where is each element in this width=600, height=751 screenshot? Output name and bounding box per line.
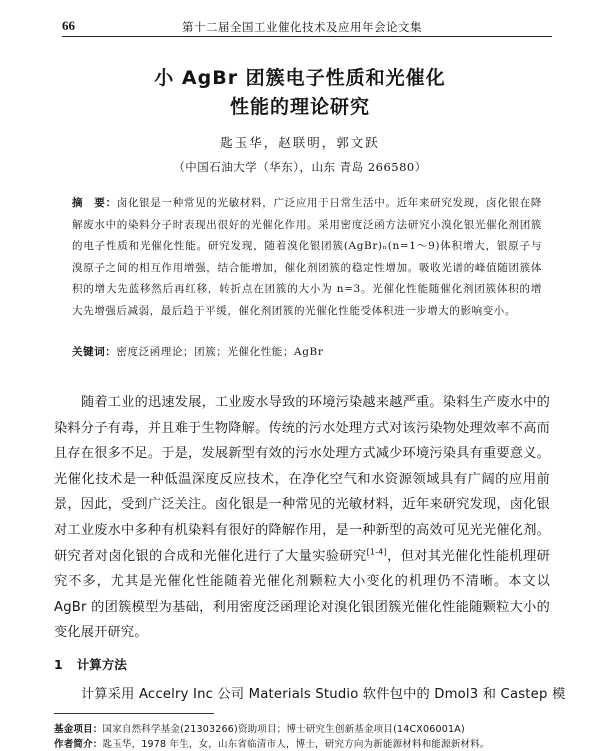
author-info-label: 作者简介： [54,739,103,750]
method-paragraph: 计算采用 Accelry Inc 公司 Materials Studio 软件包中的 Dmol3 和 Castep 模 [81,687,566,702]
abstract-text: 卤化银是一种常见的光敏材料，广泛应用于日常生活中。近年来研究发现，卤化银在降解废水中的染料分子时表现出很好的光催化作用。采用密度泛函方法研究小溴化银光催化剂团簇的电子性质和光催化性能。研究发现，随着溴化银团簇(AgBr)ₙ(n=1～9)体积增大，银原子与溴原子之间的相互作用增强，结合能增加，催化剂团簇的稳定性增加。吸收光谱的峰值随团簇体积的增大先蓝移然后再红移，转折点在团簇的大小为 n=3。光催化性能随催化剂团簇体积的增大先增强后减弱，最后趋于平缓，催化剂团簇的光催化性能受体积进一步增大的影响变小。 [72,197,542,317]
citation: [1-4] [366,547,387,557]
fund-text: 国家自然科学基金(21303266)资助项目；博士研究生创新基金项目(14CX06001A) [102,724,465,735]
author-info-text: 匙玉华，1978 年生，女，山东省临清市人，博士，研究方向为新能源材料和能源新材料。 [102,739,490,750]
page-number: 66 [62,18,75,33]
paper-title-line-2: 性能的理论研究 [229,96,370,118]
intro-text-main: 随着工业的迅速发展，工业废水导致的环境污染越来越严重。染料生产废水中的染料分子有毒，并且难于生物降解。传统的污水处理方式对该污染物处理效率不高而且存在很多不足。于是，发展新型有效的污水处理方式减少环境污染具有重要意义。光催化技术是一种低温深度反应技术，在净化空气和水资源领域具有广阔的应用前景，因此，受到广泛关注。卤化银是一种常见的光敏材料，近年来研究发现，卤化银对工业废水中多种有机染料有很好的降解作用，是一种新型的高效可见光光催化剂。研究者对卤化银的合成和光催化进行了大量实验研究 [54,395,550,564]
section-heading [54,655,127,673]
author-list: 匙玉华，赵联明，郭文跃 [220,135,380,150]
keywords-text: 密度泛函理论；团簇；光催化性能；AgBr [116,346,324,358]
running-title: 第十二届全国工业催化技术及应用年会论文集 [182,20,422,34]
section-title: 计算方法 [76,657,127,672]
footnote-fund [54,721,465,735]
fund-label: 基金项目： [54,724,103,735]
keywords-label: 关键词： [72,346,117,358]
paper-title-line-1: 小 AgBr 团簇电子性质和光催化 [154,67,446,89]
affiliation: （中国石油大学（华东），山东 青岛 266580） [173,160,427,174]
keywords [72,344,542,359]
intro-text-tail: ，但对其光催化性能机理研究不多，尤其是光催化性能随着光催化剂颗粒大小变化的机理仍不清晰。本文以 AgBr 的团簇模型为基础，利用密度泛函理论对溴化银团簇光催化性能随颗粒大小的变化展开研究。 [54,548,550,641]
abstract-label: 摘 要： [72,197,117,209]
running-header [62,18,552,37]
introduction-paragraph [54,390,550,646]
abstract [72,193,542,322]
footnote-author [54,736,490,750]
footnote-divider [54,713,214,714]
section-number: 1 [54,657,63,672]
